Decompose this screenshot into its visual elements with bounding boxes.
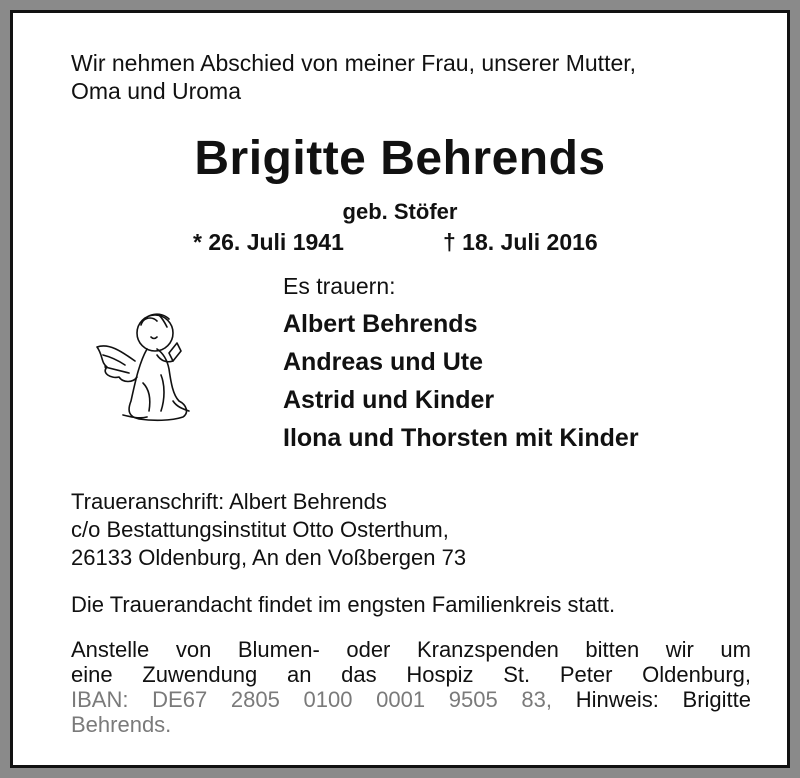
praying-angel-icon xyxy=(91,303,195,428)
reference-text: Hinweis: Brigitte xyxy=(552,687,751,712)
mourner-name: Andreas und Ute xyxy=(283,348,484,376)
death-date: † 18. Juli 2016 xyxy=(443,229,598,255)
iban-text: IBAN: DE67 2805 0100 0001 9505 83, xyxy=(71,687,552,712)
mourner-name: Albert Behrends xyxy=(283,310,478,338)
mourners-list xyxy=(283,305,639,457)
mourner-name: Ilona und Thorsten mit Kinder xyxy=(283,424,639,452)
donation-note xyxy=(71,637,751,737)
intro-text xyxy=(71,49,761,105)
mourning-address xyxy=(71,488,466,572)
obituary-notice xyxy=(10,10,790,768)
address-line-1: Traueranschrift: Albert Behrends xyxy=(71,489,387,514)
mourners-intro: Es trauern: xyxy=(283,273,396,299)
donation-line-1: Anstelle von Blumen- oder Kranzspenden bitten wir um xyxy=(71,637,751,662)
donation-line-2: eine Zuwendung an das Hospiz St. Peter Oldenburg, xyxy=(71,662,751,687)
maiden-name: geb. Stöfer xyxy=(342,199,458,224)
donation-line-3 xyxy=(71,687,751,712)
ceremony-note: Die Trauerandacht findet im engsten Familienkreis statt. xyxy=(71,592,616,617)
address-line-2: c/o Bestattungsinstitut Otto Osterthum, xyxy=(71,517,449,542)
deceased-name: Brigitte Behrends xyxy=(194,132,606,185)
mourner-name: Astrid und Kinder xyxy=(283,386,495,414)
intro-line-1: Wir nehmen Abschied von meiner Frau, unserer Mutter, xyxy=(71,50,637,76)
intro-line-2: Oma und Uroma xyxy=(71,78,242,104)
donation-line-4: Behrends. xyxy=(71,712,172,737)
address-line-3: 26133 Oldenburg, An den Voßbergen 73 xyxy=(71,545,467,570)
birth-date: * 26. Juli 1941 xyxy=(193,229,344,255)
